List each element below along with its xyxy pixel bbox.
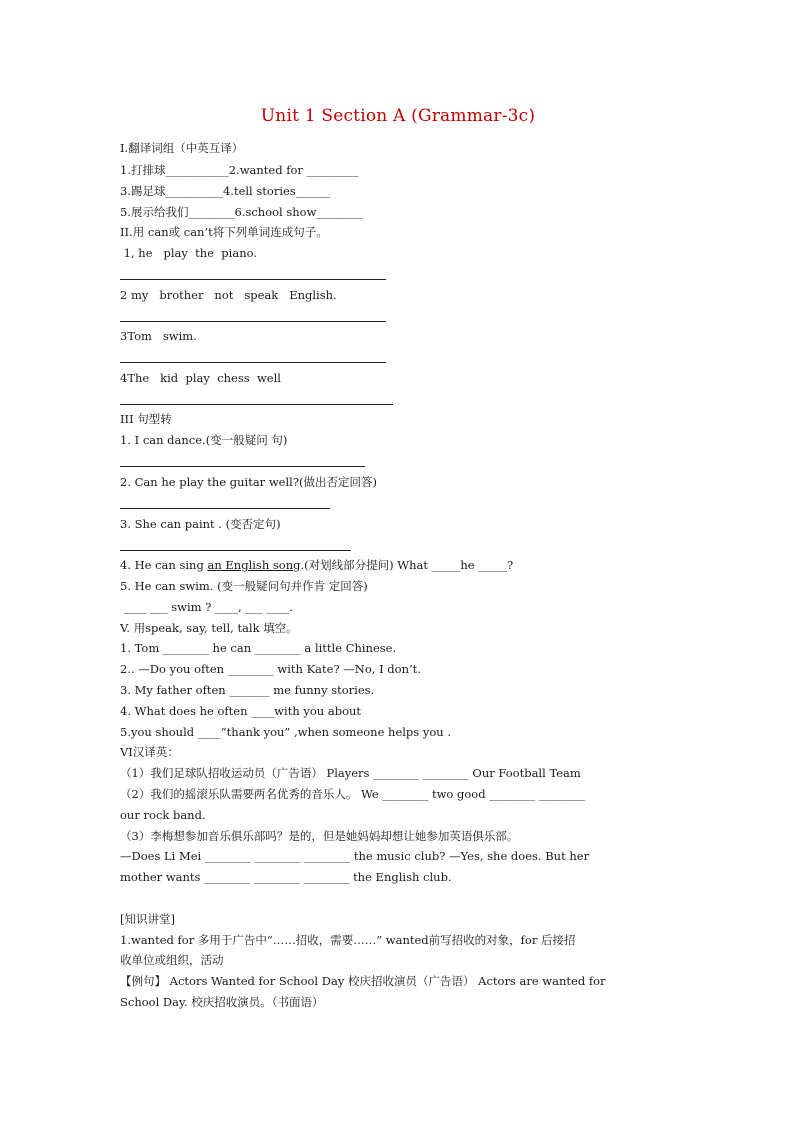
- answer-line: [120, 362, 386, 363]
- answer-line: [120, 466, 365, 467]
- section-1-heading: I.翻译词组（中英互译）: [120, 141, 244, 155]
- fill-blank-item: 4. What does he often ____with you about: [120, 704, 362, 718]
- sentence-prompt: 4The kid play chess well: [120, 371, 281, 385]
- answer-line: [120, 321, 386, 322]
- knowledge-line: 收单位或组织，活动: [120, 953, 224, 967]
- sentence-prompt: 2 my brother not speak English.: [120, 288, 337, 302]
- section-5-heading: V. 用speak, say, tell, talk 填空。: [120, 621, 298, 635]
- section-6-heading: VI汉译英：: [120, 745, 179, 759]
- knowledge-line: 1.wanted for 多用于广告中“……招收，需要……” wanted前写招收的对象，for 后接招: [120, 933, 576, 947]
- translation-line: （3）李梅想参加音乐俱乐部吗？是的，但是她妈妈却想让她参加英语俱乐部。: [120, 829, 519, 843]
- knowledge-heading: [知识讲堂]: [120, 912, 175, 926]
- sentence-prompt: 3Tom swim.: [120, 329, 197, 343]
- answer-template: ____ ___ swim ? ____, ___ ____.: [120, 600, 293, 614]
- section-3-heading: III 句型转: [120, 412, 172, 426]
- q4-pre: 4. He can sing: [120, 558, 208, 572]
- answer-line: [120, 279, 386, 280]
- fill-blank-item: 3. My father often _______ me funny stories.: [120, 683, 375, 697]
- transform-prompt-4: [120, 557, 513, 573]
- answer-line: [120, 508, 330, 509]
- transform-prompt: 1. I can dance.(变一般疑问 句): [120, 433, 288, 447]
- translation-row: 3.踢足球__________4.tell stories______: [120, 184, 331, 198]
- translation-line: （2）我们的摇滚乐队需要两名优秀的音乐人。 We ________ two good ________ ________: [120, 787, 585, 801]
- underlined-phrase: an English song: [207, 558, 301, 572]
- fill-blank-item: 1. Tom ________ he can ________ a little Chinese.: [120, 641, 397, 655]
- knowledge-line: School Day. 校庆招收演员。（书面语）: [120, 995, 324, 1009]
- page-title: Unit 1 Section A (Grammar-3c): [260, 106, 536, 126]
- translation-line: mother wants ________ ________ ________ the English club.: [120, 870, 452, 884]
- translation-line: our rock band.: [120, 808, 206, 822]
- fill-blank-item: 2.. —Do you often ________ with Kate? —No, I don’t.: [120, 662, 421, 676]
- transform-prompt: 3. She can paint . (变否定句): [120, 517, 281, 531]
- fill-blank-item: 5.you should ____“thank you” ,when someone helps you .: [120, 725, 451, 739]
- translation-row: 1.打排球___________2.wanted for _________: [120, 163, 359, 177]
- sentence-prompt: 1, he play the piano.: [120, 246, 257, 260]
- translation-line: （1）我们足球队招收运动员（广告语） Players ________ ________ Our Football Team: [120, 766, 581, 780]
- knowledge-line: 【例句】 Actors Wanted for School Day 校庆招收演员（广告语） Actors are wanted for: [120, 974, 606, 988]
- translation-line: —Does Li Mei ________ ________ ________ the music club? —Yes, she does. But her: [120, 849, 590, 863]
- transform-prompt: 5. He can swim. (变一般疑问句并作肯 定回答): [120, 579, 368, 593]
- q4-post: .(对划线部分提问) What _____he _____?: [300, 558, 514, 572]
- answer-line: [120, 404, 393, 405]
- translation-row: 5.展示给我们________6.school show________: [120, 205, 363, 219]
- transform-prompt: 2. Can he play the guitar well?(做出否定回答): [120, 475, 377, 489]
- section-2-heading: II.用 can或 can’t将下列单词连成句子。: [120, 225, 328, 239]
- answer-line: [120, 550, 351, 551]
